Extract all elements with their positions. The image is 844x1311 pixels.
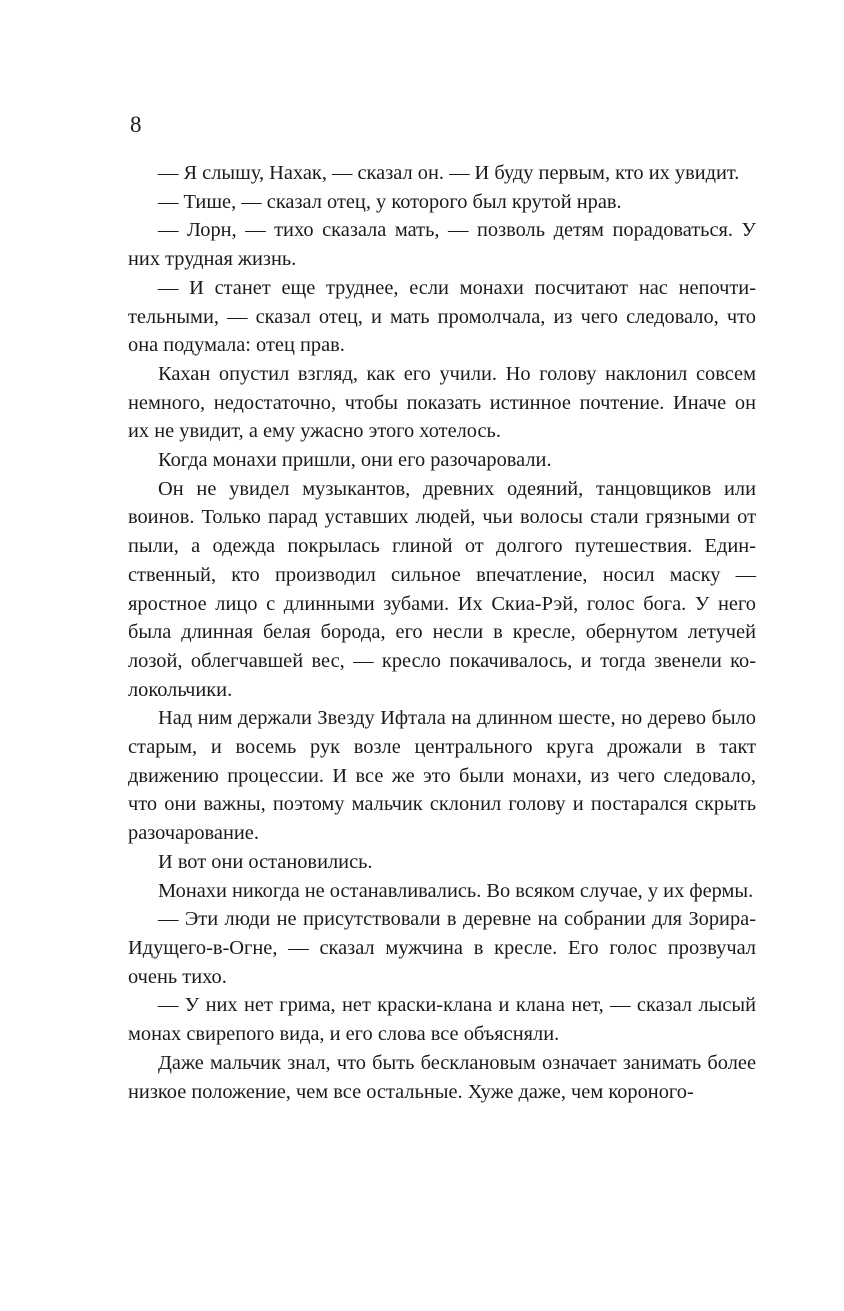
paragraph: Монахи никогда не останавливались. Во всяком случае, у их фермы. (158, 879, 754, 902)
paragraph: — Тише, — сказал отец, у которого был крутой нрав. (158, 190, 622, 213)
paragraph: Он не увидел музыкантов, древних одеяний, танцовщиков или воинов. Только парад уставших людей, чьи волосы стали грязными от пыли, а одежда покрылась глиной от долгого путешествия. Единственный, кто производил сильное впечатление, носил маску — яростное лицо с длинными зубами. Их Скиа-Рэй, голос бога. У него была длинная белая борода, его несли в кресле, обернутом летучей лозой, облегчавшей вес, — кресло покачивалось, и тогда звенели колокольчики. (128, 477, 756, 701)
paragraph: Над ним держали Звезду Ифтала на длинном шесте, но дерево было старым, и восемь рук возле центрального круга дрожали в такт движению процессии. И все же это были монахи, из чего следовало, что они важны, поэтому мальчик склонил голову и постарался скрыть разочарование. (128, 707, 756, 845)
page-text (128, 159, 756, 1106)
page-number: 8 (130, 112, 142, 137)
paragraph: — Лорн, — тихо сказала мать, — позволь детям порадоваться. У них трудная жизнь. (128, 219, 756, 271)
paragraph: Даже мальчик знал, что быть бесклановым означает занимать более низкое положение, чем все остальные. Хуже даже, чем короного- (128, 1051, 756, 1103)
paragraph: Когда монахи пришли, они его разочаровали. (158, 449, 552, 472)
paragraph: — Эти люди не присутствовали в деревне на собрании для Зорира-Идущего-в-Огне, — сказал мужчина в кресле. Его голос прозвучал очень тихо. (128, 908, 756, 988)
paragraph: — У них нет грима, нет краски-клана и клана нет, — сказал лысый монах свирепого вида, и его слова все объясняли. (128, 994, 756, 1046)
book-page (128, 110, 756, 1106)
paragraph: Кахан опустил взгляд, как его учили. Но голову наклонил совсем немного, недостаточно, чтобы показать истинное почтение. Иначе он их не увидит, а ему ужасно этого хотелось. (128, 362, 756, 443)
paragraph: И вот они остановились. (158, 850, 373, 873)
paragraph: — И станет еще труднее, если монахи посчитают нас непочтительными, — сказал отец, и мать промолчала, из чего следовало, что она подумала: отец прав. (128, 276, 756, 357)
paragraph: — Я слышу, Нахак, — сказал он. — И буду первым, кто их увидит. (158, 162, 740, 184)
